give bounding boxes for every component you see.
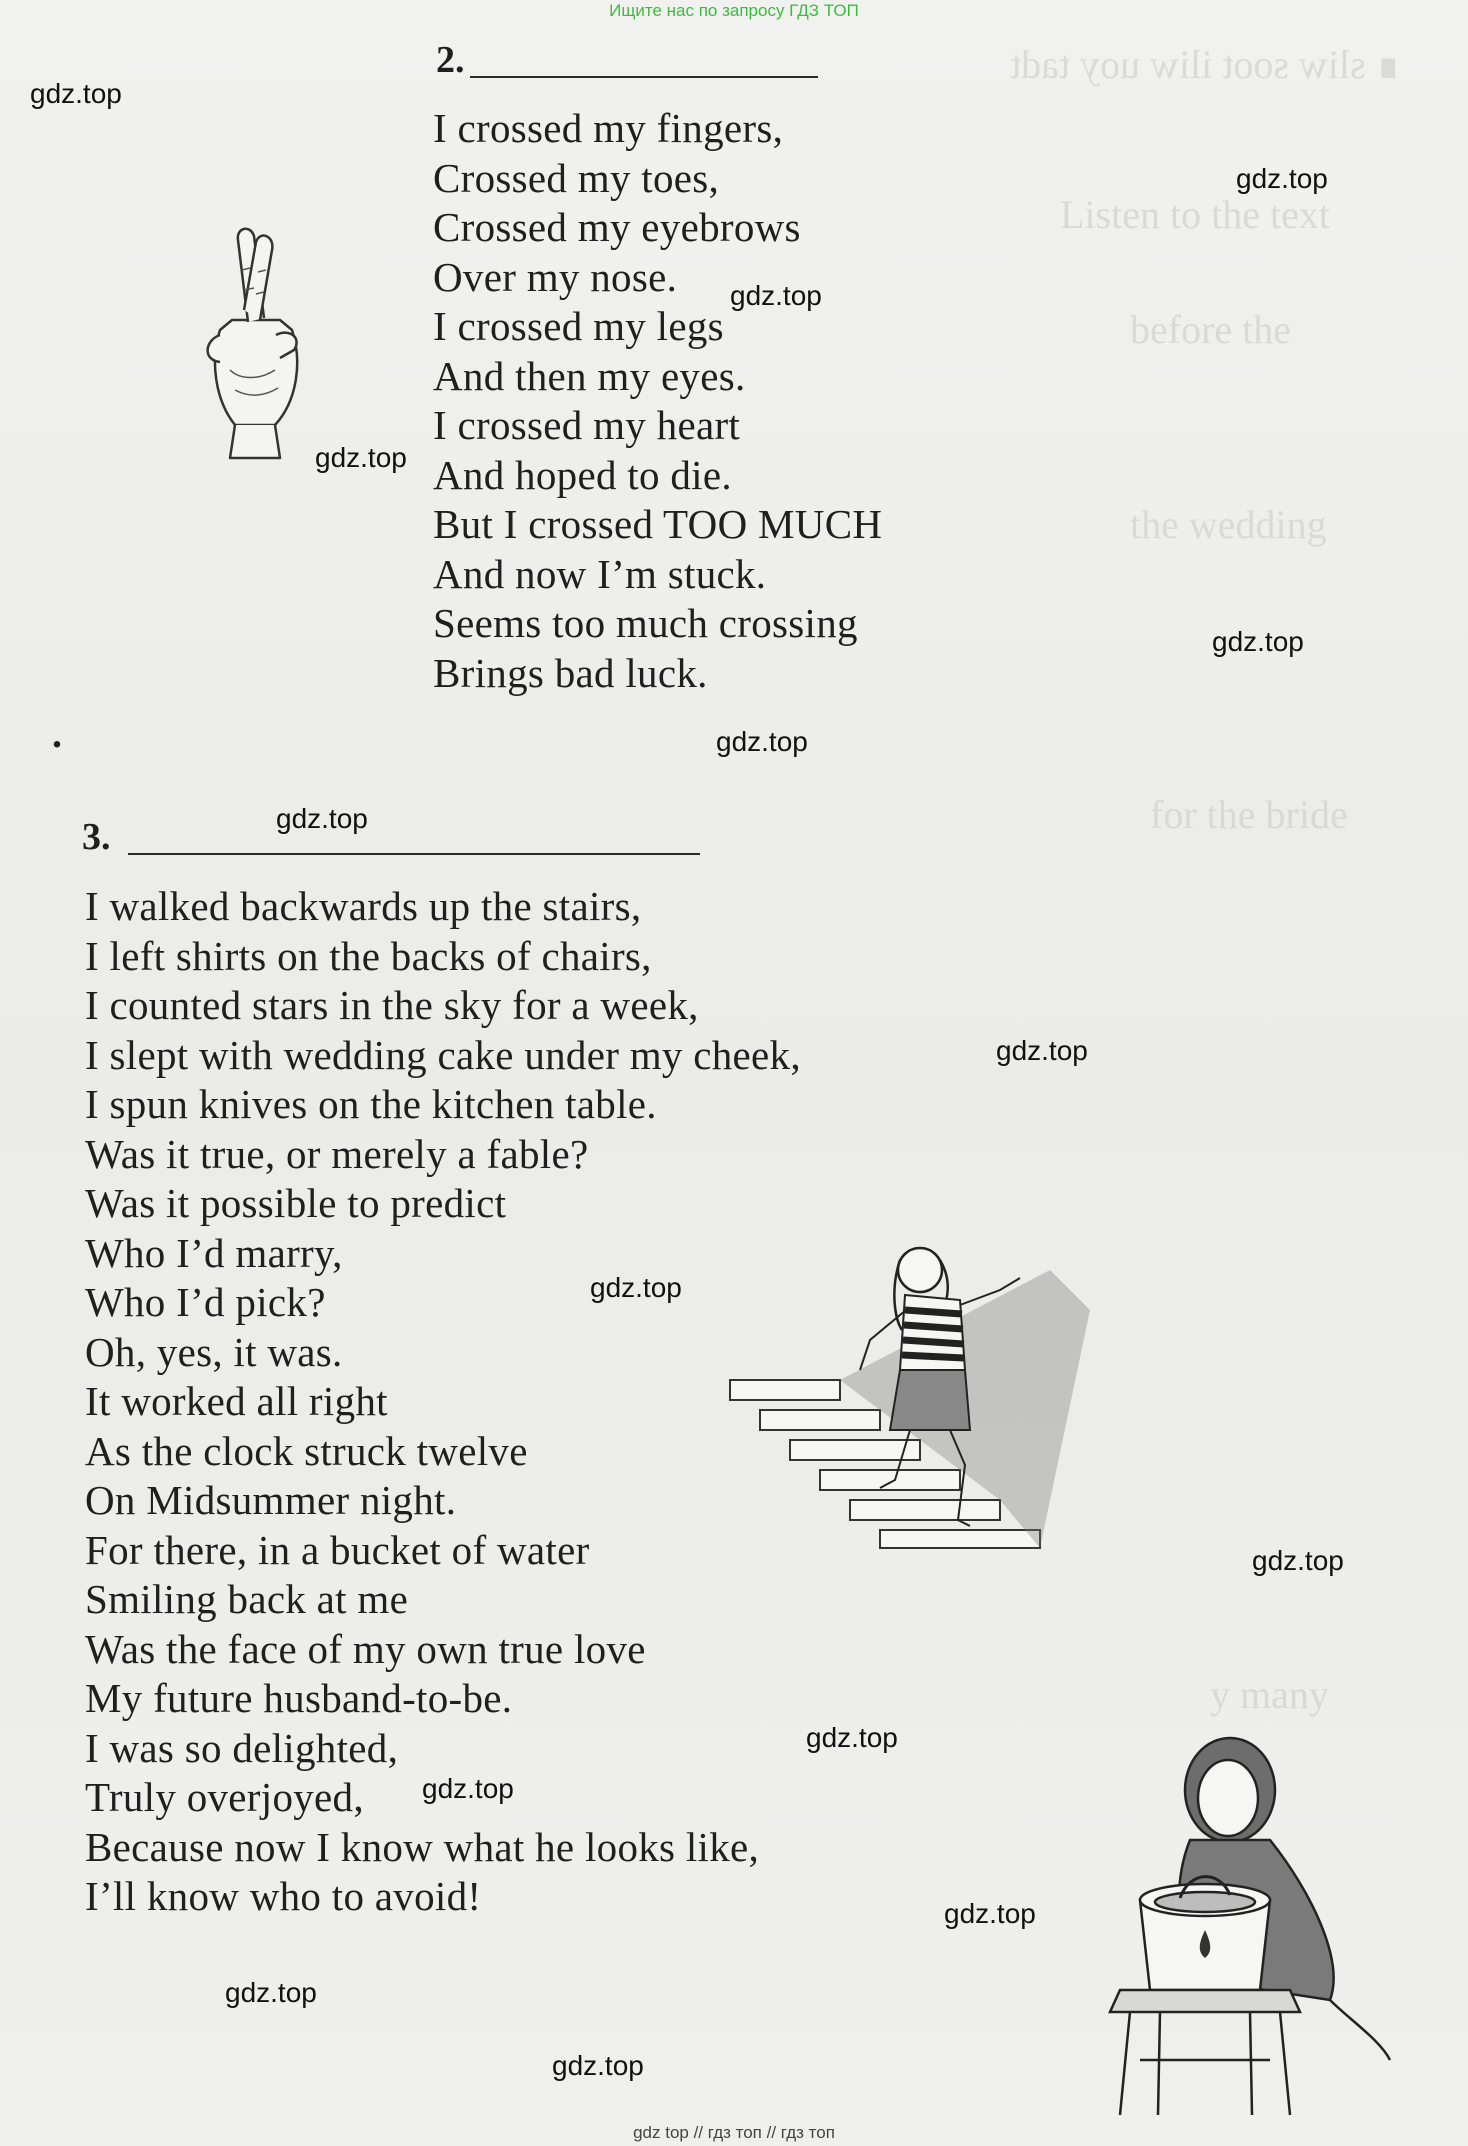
watermark: gdz.top: [716, 726, 808, 757]
poem-line: Truly overjoyed,: [85, 1774, 364, 1820]
poem-line: Oh, yes, it was.: [85, 1328, 343, 1375]
poem-line: I left shirts on the backs of chairs,: [85, 932, 652, 979]
poem-line: And then my eyes.: [433, 352, 746, 399]
crossed-fingers-icon: [180, 210, 320, 460]
bleed-through-text: ∎ sliw soot iliw uoy tadt: [1010, 42, 1402, 87]
poem-line: My future husband-to-be.: [85, 1675, 513, 1721]
poem-line: I crossed my heart: [433, 402, 741, 448]
poem-line: Brings bad luck.: [433, 649, 708, 696]
poem-line: For there, in a bucket of water: [85, 1526, 590, 1573]
bleed-through-text: the wedding: [1130, 502, 1327, 547]
bottom-banner[interactable]: gdz top // гдз топ // гдз топ: [633, 2123, 835, 2142]
poem-line: I’ll know who to avoid!: [85, 1873, 482, 1919]
poem-2-text: [433, 104, 882, 698]
poem-line: Who I’d pick?: [85, 1279, 326, 1325]
watermark: gdz.top: [590, 1272, 682, 1303]
poem-line: Was it possible to predict: [85, 1180, 507, 1226]
watermark: gdz.top: [315, 442, 407, 473]
stairs-girl-illustration: [720, 1230, 1100, 1550]
poem-3-text: [85, 882, 801, 1922]
bleed-through-text: before the: [1130, 307, 1292, 352]
bleed-through-text: Listen to the text: [1060, 192, 1330, 237]
poem-line: I slept with wedding cake under my cheek,: [85, 1031, 801, 1078]
poem-line: Because now I know what he looks like,: [85, 1823, 760, 1870]
watermark: gdz.top: [422, 1773, 514, 1804]
poem-line: I crossed my legs: [433, 303, 724, 349]
poem-3-number: 3.: [82, 816, 111, 858]
poem-line: And hoped to die.: [433, 451, 732, 498]
watermark: gdz.top: [30, 78, 122, 109]
poem-line: Smiling back at me: [85, 1576, 409, 1622]
poem-line: I counted stars in the sky for a week,: [85, 982, 699, 1028]
poem-2-rule: [470, 76, 818, 78]
poem-line: And now I’m stuck.: [433, 550, 767, 597]
watermark: gdz.top: [1212, 626, 1304, 657]
poem-line: I crossed my fingers,: [433, 105, 784, 151]
watermark: gdz.top: [225, 1977, 317, 2008]
watermark: gdz.top: [1236, 163, 1328, 194]
poem-line: I was so delighted,: [85, 1724, 399, 1771]
separator-dot: .: [52, 711, 62, 756]
poem-2-number: 2.: [436, 39, 465, 81]
watermark: gdz.top: [806, 1722, 898, 1753]
poem-line: Was it true, or merely a fable?: [85, 1130, 589, 1177]
poem-line: It worked all right: [85, 1378, 388, 1424]
poem-3-rule: [128, 853, 700, 855]
watermark: gdz.top: [996, 1035, 1088, 1066]
watermark: gdz.top: [552, 2050, 644, 2081]
watermark: gdz.top: [730, 280, 822, 311]
poem-line: I spun knives on the kitchen table.: [85, 1081, 657, 1127]
poem-line: Crossed my eyebrows: [433, 204, 801, 250]
poem-line: Seems too much crossing: [433, 600, 858, 646]
watermark: gdz.top: [944, 1898, 1036, 1929]
poem-line: Who I’d marry,: [85, 1229, 343, 1276]
bucket-girl-illustration: [1080, 1720, 1400, 2120]
poem-line: Crossed my toes,: [433, 154, 720, 201]
top-banner[interactable]: Ищите нас по запросу ГДЗ ТОП: [609, 1, 859, 20]
poem-line: Over my nose.: [433, 253, 678, 300]
poem-line: On Midsummer night.: [85, 1477, 457, 1523]
bleed-through-text: for the bride: [1150, 792, 1348, 837]
poem-line: But I crossed TOO MUCH: [433, 501, 883, 547]
poem-line: I walked backwards up the stairs,: [85, 883, 642, 929]
watermark: gdz.top: [276, 803, 368, 834]
poem-line: As the clock struck twelve: [85, 1427, 528, 1474]
poem-line: Was the face of my own true love: [85, 1625, 646, 1672]
watermark: gdz.top: [1252, 1545, 1344, 1576]
bleed-through-text: y many: [1210, 1672, 1329, 1717]
